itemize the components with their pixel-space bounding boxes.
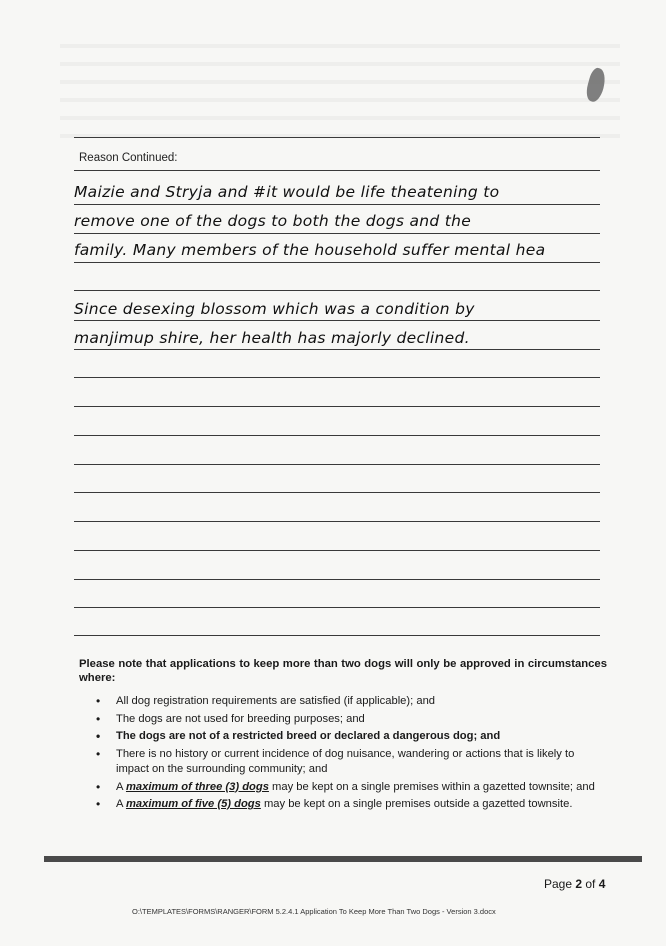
rule-line (74, 290, 600, 291)
rule-line (74, 377, 600, 378)
rule-line (74, 464, 600, 465)
approval-note-heading: Please note that applications to keep more than two dogs will only be approved in circumstances where: (79, 658, 607, 684)
faint-bleed-through (60, 30, 620, 140)
emphasis-text: maximum of three (3) dogs (125, 780, 269, 793)
list-item-text: may be kept on a single premises outside a gazetted townsite. (260, 798, 573, 810)
rule-line (74, 406, 600, 407)
rule-line (74, 607, 600, 608)
rule-line (74, 521, 600, 522)
handwritten-line-3: family. Many members of the household suffer mental hea (74, 241, 546, 259)
handwritten-line-4: Since desexing blossom which was a condition by (74, 300, 475, 318)
list-item: • The dogs are not used for breeding purposes; and (96, 712, 608, 728)
page-total: 4 (598, 877, 606, 891)
list-item: • The dogs are not of a restricted breed or declared a dangerous dog; and (96, 729, 608, 745)
rule-line (74, 435, 600, 436)
rule-line (74, 492, 600, 493)
page-current: 2 (575, 877, 583, 891)
list-item (96, 780, 608, 796)
list-item: • There is no history or current incidence of dog nuisance, wandering or actions that is likely to impact on the surrounding community; and (96, 747, 608, 778)
handwritten-line-5: manjimup shire, her health has majorly declined. (74, 329, 470, 347)
footer-divider (44, 856, 642, 862)
rule-line (74, 204, 600, 205)
list-item-text: may be kept on a single premises within a gazetted townsite; and (268, 780, 595, 793)
rule-line (74, 233, 600, 234)
list-item-text: A (116, 798, 126, 810)
emphasis-text: maximum of five (5) dogs (125, 798, 261, 810)
page-prefix: Page (544, 877, 576, 891)
rule-line (74, 579, 600, 580)
rule-line (74, 349, 600, 350)
rule-line (74, 320, 600, 321)
list-item: • All dog registration requirements are satisfied (if applicable); and (96, 694, 608, 710)
page-number (544, 877, 605, 891)
list-item (96, 797, 608, 813)
rule-line (74, 635, 600, 636)
list-item-text: A (116, 780, 126, 793)
handwritten-line-2: remove one of the dogs to both the dogs and the (74, 212, 472, 230)
approval-criteria-list (96, 694, 608, 815)
rule-line (74, 262, 600, 263)
handwritten-line-1: Maizie and Stryja and #it would be life theatening to (74, 183, 500, 201)
rule-line (74, 137, 600, 138)
rule-line (74, 550, 600, 551)
rule-line (74, 170, 600, 171)
reason-continued-label: Reason Continued: (79, 152, 178, 164)
file-path: O:\TEMPLATES\FORMS\RANGER\FORM 5.2.4.1 Application To Keep More Than Two Dogs - Version 3.docx (132, 907, 496, 916)
page-mid: of (582, 877, 599, 891)
